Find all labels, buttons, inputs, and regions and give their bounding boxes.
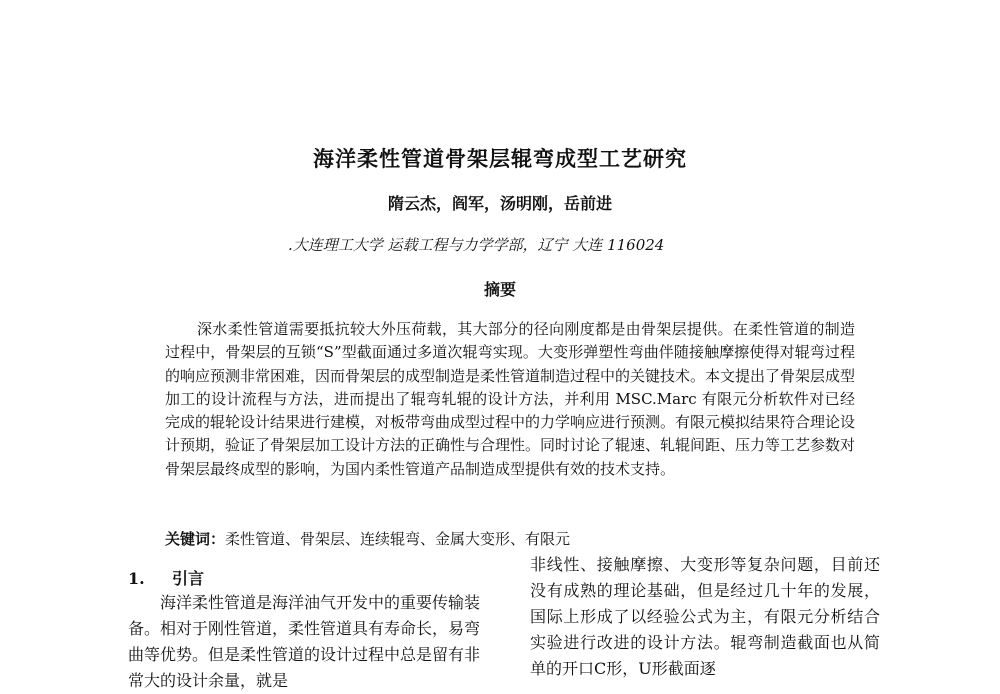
section-number: 1. <box>128 569 145 588</box>
author-list: 隋云杰，阎军，汤明刚，岳前进 <box>387 194 612 213</box>
keywords-label: 关键词： <box>165 530 226 548</box>
paper-title: 海洋柔性管道骨架层辊弯成型工艺研究 <box>313 146 687 171</box>
abstract-heading: 摘要 <box>483 280 516 299</box>
right-column-text: 非线性、接触摩擦、大变形等复杂问题，目前还没有成熟的理论基础，但是经过几十年的发展，国际上形成了以经验公式为主，有限元分析结合实验进行改进的设计方法。辊弯制造截面也从简单的开口C形，U形截面逐 <box>530 555 880 678</box>
section-heading <box>128 566 204 589</box>
section-title: 引言 <box>172 569 205 588</box>
abstract-body: 深水柔性管道需要抵抗较大外压荷载，其大部分的径向刚度都是由骨架层提供。在柔性管道的制造过程中，骨架层的互锁“S”型截面通过多道次辊弯实现。大变形弹塑性弯曲伴随接触摩擦使得对辊弯过程的响应预测非常困难，因而骨架层的成型制造是柔性管道制造过程中的关键技术。本文提出了骨架层成型加工的设计流程与方法，进而提出了辊弯轧辊的设计方法，并利用 MSC.Marc 有限元分析软件对已经完成的辊轮设计结果进行建模，对板带弯曲成型过程中的力学响应进行预测。有限元模拟结果符合理论设计预期，验证了骨架层加工设计方法的正确性与合理性。同时讨论了辊速、轧辊间距、压力等工艺参数对骨架层最终成型的影响，为国内柔性管道产品制造成型提供有效的技术支持。 <box>165 320 856 478</box>
affiliation: .大连理工大学 运载工程与力学学部，辽宁 大连 116024 <box>288 236 665 254</box>
keywords <box>165 528 855 549</box>
keywords-list: 柔性管道、骨架层、连续辊弯、金属大变形、有限元 <box>225 530 571 548</box>
left-column-text: 海洋柔性管道是海洋油气开发中的重要传输装备。相对于刚性管道，柔性管道具有寿命长，易弯曲等优势。但是柔性管道的设计过程中总是留有非常大的设计余量，就是 <box>128 593 481 690</box>
